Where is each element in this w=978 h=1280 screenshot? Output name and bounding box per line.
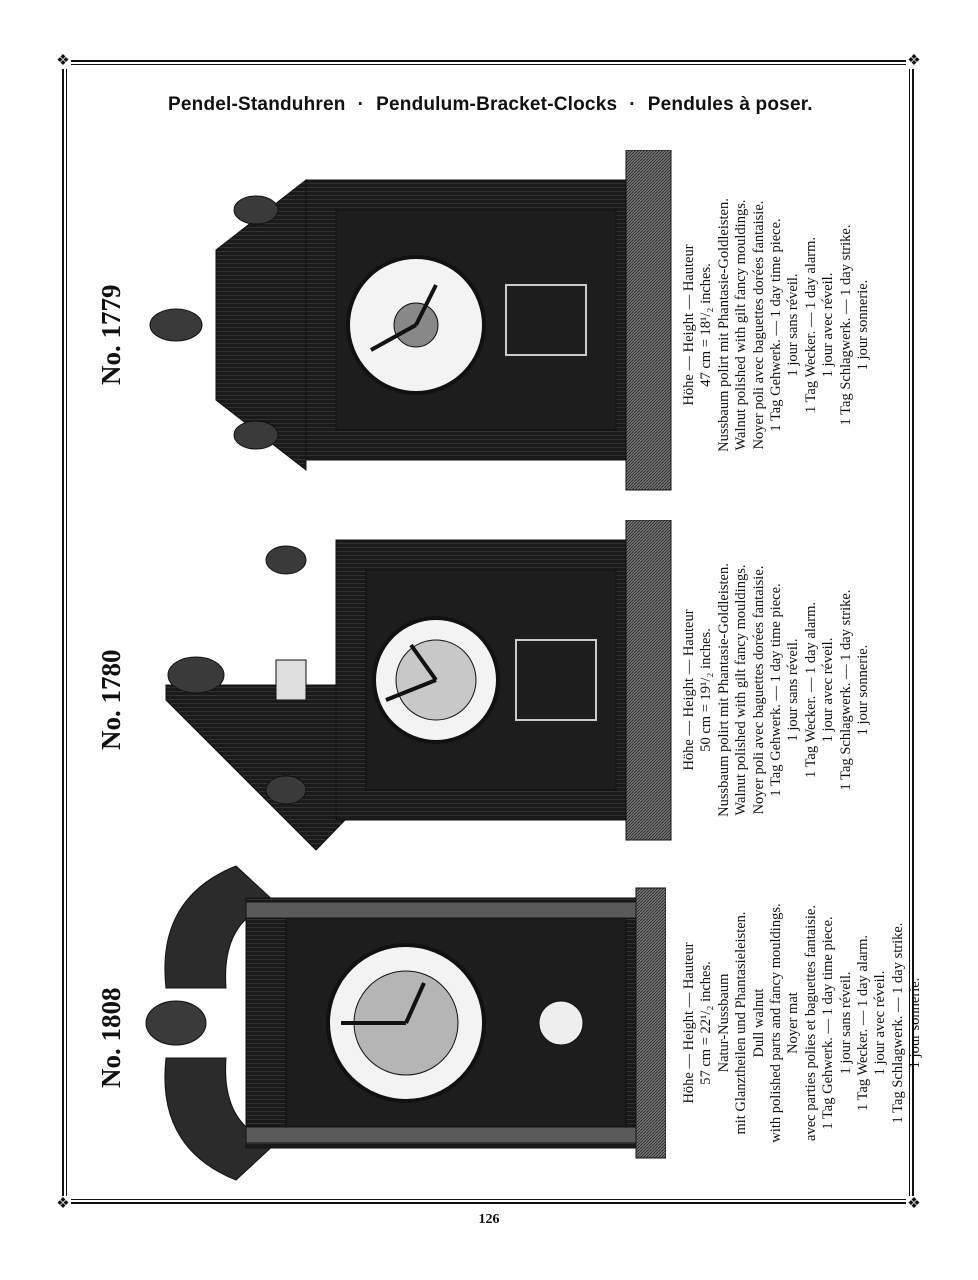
product-specs-1808 (681, 858, 924, 1188)
clock-1779-illustration (136, 150, 676, 500)
spec-line: 1 Tag Schlagwerk. — 1 day strike. (889, 922, 906, 1124)
corner-ornament-icon: ❖ (56, 1196, 70, 1212)
spec-line: Nussbaum polirt mit Phantasie-Goldleisten. (715, 198, 732, 452)
title-french: Pendules à poser. (647, 94, 813, 115)
spec-line: 1 jour avec réveil. (820, 272, 837, 378)
spec-line: 1 jour avec réveil. (820, 637, 837, 743)
spec-line: 50 cm = 19¹/₂ inches. (698, 628, 715, 752)
spec-line: 1 jour sans réveil. (785, 638, 802, 742)
corner-ornament-icon: ❖ (907, 1196, 921, 1212)
page-number: 126 (478, 1212, 500, 1227)
spec-line: 1 Tag Wecker. — 1 day alarm. (802, 601, 819, 779)
spec-line: 1 Tag Wecker. — 1 day alarm. (854, 934, 871, 1112)
corner-ornament-icon: ❖ (56, 53, 70, 69)
spec-line: Höhe — Height — Hauteur (681, 609, 697, 771)
spec-line: 1 jour sonnerie. (854, 644, 871, 736)
spec-line: avec parties polies et baguettes fantaisie. (802, 905, 819, 1141)
spec-line: with polished parts and fancy mouldings. (767, 903, 784, 1143)
spec-line: 1 jour avec réveil. (872, 970, 889, 1076)
spec-line: Noyer mat (785, 992, 802, 1054)
spec-line: Noyer poli avec baguettes dorées fantaisie. (750, 565, 767, 815)
clock-1808-illustration (136, 858, 666, 1188)
spec-line: Walnut polished with gilt fancy mouldings. (733, 199, 750, 451)
spec-line: 47 cm = 18¹/₂ inches. (698, 263, 715, 387)
title-english: Pendulum-Bracket-Clocks (376, 94, 618, 115)
spec-line: Dull walnut (750, 988, 767, 1058)
title-german: Pendel-Standuhren (168, 94, 346, 115)
product-1808 (96, 858, 924, 1188)
spec-line: 1 Tag Gehwerk. — 1 day time piece. (820, 916, 837, 1130)
spec-line: 1 Tag Schlagwerk. — 1 day strike. (837, 224, 854, 426)
spec-line: 57 cm = 22¹/₂ inches. (698, 961, 715, 1085)
product-number-1780: No. 1780 (96, 649, 126, 750)
product-specs-1780 (681, 525, 872, 855)
spec-line: Nussbaum polirt mit Phantasie-Goldleisten. (715, 563, 732, 817)
page-title (168, 94, 818, 116)
product-1779 (96, 150, 896, 500)
spec-line: 1 jour sonnerie. (854, 279, 871, 371)
product-number-1808: No. 1808 (96, 987, 126, 1088)
title-separator: · (357, 94, 365, 115)
spec-line: 1 jour sonnerie. (907, 977, 924, 1069)
spec-line: 1 Tag Gehwerk. — 1 day time piece. (767, 218, 784, 432)
spec-line: 1 Tag Schlagwerk. — 1 day strike. (837, 589, 854, 791)
spec-line: 1 Tag Gehwerk. — 1 day time piece. (767, 583, 784, 797)
spec-line: Natur-Nussbaum (715, 973, 732, 1073)
product-number-1779: No. 1779 (96, 284, 126, 385)
spec-line: 1 jour sans réveil. (785, 273, 802, 377)
product-specs-1779 (681, 160, 872, 490)
clock-1780-illustration (136, 520, 676, 860)
spec-line: 1 Tag Wecker. — 1 day alarm. (802, 236, 819, 414)
spec-line: mit Glanztheilen und Phantasieleisten. (733, 911, 750, 1135)
spec-line: Walnut polished with gilt fancy mouldings. (733, 564, 750, 816)
spec-line: Noyer poli avec baguettes dorées fantaisie. (750, 200, 767, 450)
spec-line: Höhe — Height — Hauteur (681, 244, 697, 406)
product-1780 (96, 520, 896, 860)
title-separator: · (629, 94, 636, 115)
spec-line: Höhe — Height — Hauteur (681, 942, 697, 1104)
spec-line: 1 jour sans réveil. (837, 971, 854, 1075)
corner-ornament-icon: ❖ (907, 53, 921, 69)
